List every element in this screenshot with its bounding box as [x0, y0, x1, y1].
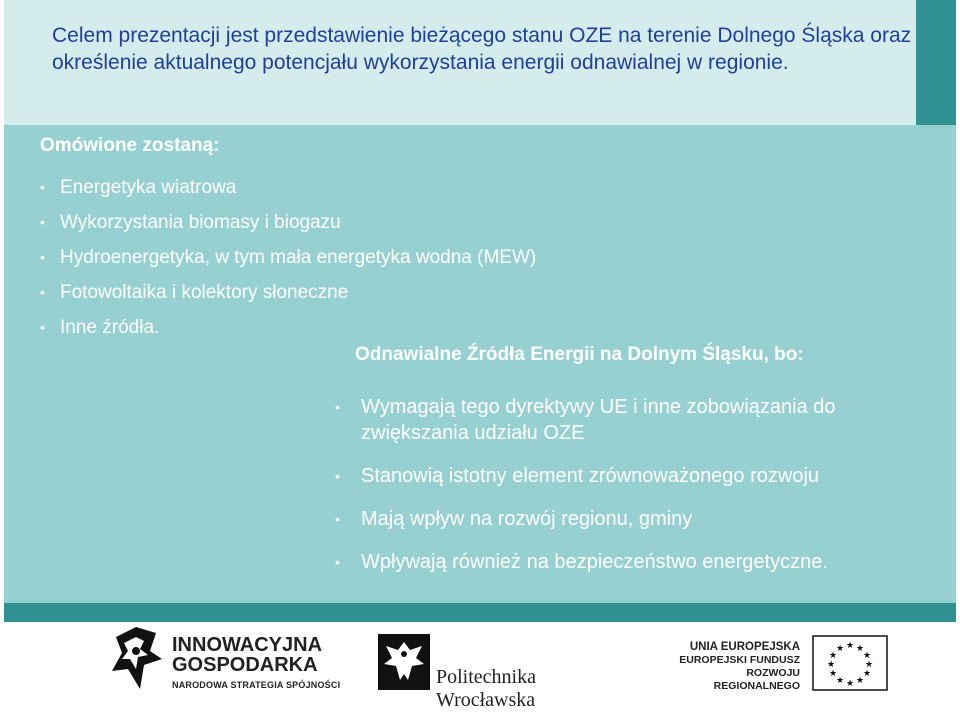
list-item-text: Fotowoltaika i kolektory słoneczne [60, 282, 349, 303]
politechnika-wroclawska-logo [378, 634, 638, 711]
bullet-icon: • [40, 284, 45, 300]
svg-text:★: ★ [845, 679, 855, 689]
bullet-icon: • [335, 468, 340, 484]
list-item-text: Mają wpływ na rozwój regionu, gminy [361, 508, 693, 530]
eagle-crest-icon [378, 634, 430, 690]
svg-text:★: ★ [855, 676, 865, 686]
header-accent-bar [916, 0, 956, 125]
reasons-list [335, 394, 935, 592]
bullet-icon: • [40, 249, 45, 265]
svg-text:★: ★ [864, 660, 874, 670]
eu-line3: ROZWOJU REGIONALNEGO [713, 667, 800, 692]
list-item [40, 275, 536, 310]
list-item-text: Energetyka wiatrowa [60, 177, 237, 198]
list-item [335, 506, 935, 532]
svg-text:★: ★ [855, 644, 865, 654]
bullet-icon: • [40, 319, 45, 335]
ig-line2: GOSPODARKA [172, 654, 318, 676]
eu-flag-icon [812, 635, 888, 691]
footer-strip [4, 603, 956, 622]
eu-logo-text [662, 641, 800, 693]
list-item-text: Wykorzystania biomasy i biogazu [60, 212, 341, 233]
bullet-icon: • [40, 214, 45, 230]
svg-text:★: ★ [835, 644, 845, 654]
eu-line2: EUROPEJSKI FUNDUSZ [679, 654, 800, 666]
list-item [40, 205, 536, 240]
list-item [335, 463, 935, 489]
bullet-icon: • [335, 554, 340, 570]
ig-line1: INNOWACYJNA [172, 634, 323, 656]
svg-text:★: ★ [862, 651, 872, 661]
reasons-heading: Odnawialne Źródła Energii na Dolnym Śląsku, bo: [355, 344, 804, 365]
bullet-icon: • [40, 179, 45, 195]
intro-text: Celem prezentacji jest przedstawienie bieżącego stanu OZE na terenie Dolnego Śląska oraz określenie aktualnego potencjału wykorzystania energii odnawialnej w regionie. [52, 24, 912, 74]
innowacyjna-gospodarka-logo [110, 625, 360, 695]
list-item [40, 170, 536, 205]
list-item [335, 549, 935, 575]
svg-text:★: ★ [845, 641, 855, 651]
ig-logo-text [172, 635, 322, 675]
list-item [335, 394, 935, 446]
list-item-text: Stanowią istotny element zrównoważonego rozwoju [361, 465, 820, 487]
bullet-icon: • [335, 511, 340, 527]
svg-text:★: ★ [862, 669, 872, 679]
eu-line1: UNIA EUROPEJSKA [689, 641, 800, 653]
ig-subtitle: NARODOWA STRATEGIA SPÓJNOŚCI [172, 680, 341, 690]
svg-text:★: ★ [826, 660, 836, 670]
bullet-icon: • [335, 399, 340, 415]
svg-text:★: ★ [828, 669, 838, 679]
svg-text:★: ★ [828, 651, 838, 661]
list-item-text: Wpływają również na bezpieczeństwo energetyczne. [361, 551, 828, 573]
topics-heading: Omówione zostaną: [40, 135, 220, 156]
list-item [40, 310, 536, 345]
list-item [40, 240, 536, 275]
eu-logo [662, 635, 902, 695]
pwr-logo-text: Politechnika Wrocławska [436, 666, 536, 711]
svg-text:★: ★ [835, 676, 845, 686]
topics-list [40, 170, 536, 345]
list-item-text: Wymagają tego dyrektywy UE i inne zobowiązania do zwiększania udziału OZE [361, 396, 836, 444]
ig-emblem-icon [110, 625, 166, 691]
list-item-text: Inne źródła. [60, 317, 160, 338]
list-item-text: Hydroenergetyka, w tym mała energetyka wodna (MEW) [60, 247, 537, 268]
